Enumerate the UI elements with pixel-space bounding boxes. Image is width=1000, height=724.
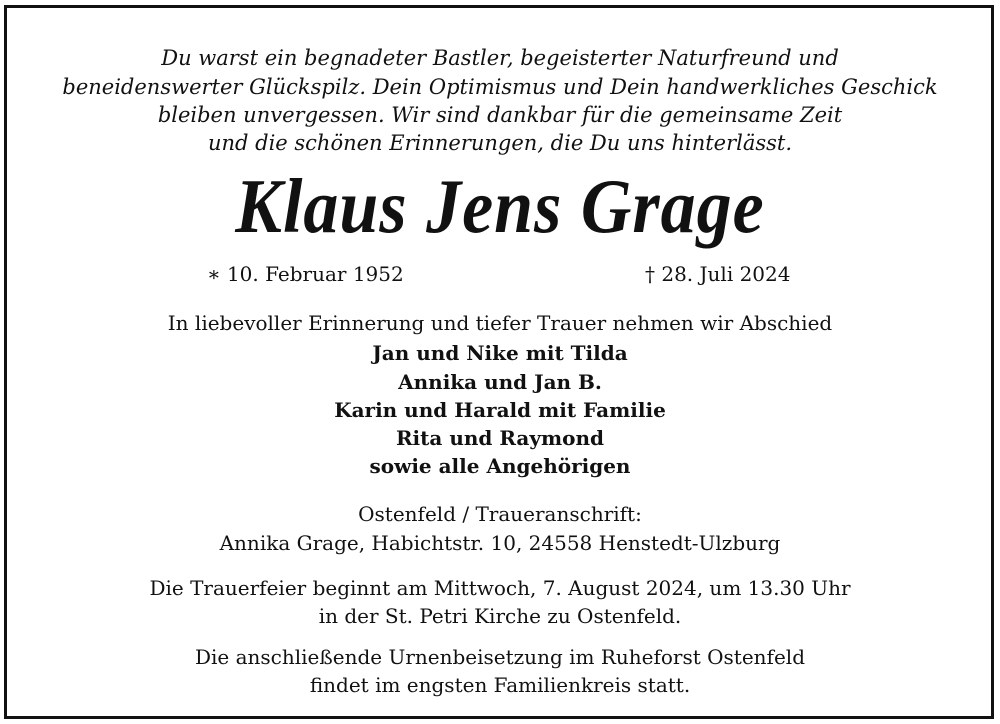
address-line: Ostenfeld / Traueranschrift: (358, 502, 642, 526)
address-line: Annika Grage, Habichtstr. 10, 24558 Henstedt-Ulzburg (219, 531, 781, 555)
mourner-name: Jan und Nike mit Tilda (372, 341, 628, 365)
farewell-text: In liebevoller Erinnerung und tiefer Trauer nehmen wir Abschied (167, 311, 833, 335)
burial-line: findet im engsten Familienkreis statt. (309, 673, 691, 697)
motto-line: Du warst ein begnadeter Bastler, begeisterter Naturfreund und (161, 46, 839, 70)
motto-line: bleiben unvergessen. Wir sind dankbar für die gemeinsame Zeit (157, 103, 843, 127)
mourner-name: Rita und Raymond (395, 426, 605, 450)
motto-line: und die schönen Erinnerungen, die Du uns hinterlässt. (207, 131, 793, 155)
burial-line: Die anschließende Urnenbeisetzung im Ruheforst Ostenfeld (194, 645, 805, 669)
ceremony-line: in der St. Petri Kirche zu Ostenfeld. (318, 604, 682, 628)
motto-line: beneidenswerter Glückspilz. Dein Optimismus und Dein handwerkliches Geschick (62, 75, 938, 99)
mourner-name: Karin und Harald mit Familie (334, 398, 666, 422)
deceased-name: Klaus Jens Grage (235, 165, 765, 250)
ceremony-line: Die Trauerfeier beginnt am Mittwoch, 7. August 2024, um 13.30 Uhr (149, 576, 851, 600)
mourner-name: sowie alle Angehörigen (369, 454, 631, 478)
death-date: † 28. Juli 2024 (645, 262, 791, 286)
birth-date: ∗ 10. Februar 1952 (207, 262, 404, 286)
mourner-name: Annika und Jan B. (398, 370, 602, 394)
